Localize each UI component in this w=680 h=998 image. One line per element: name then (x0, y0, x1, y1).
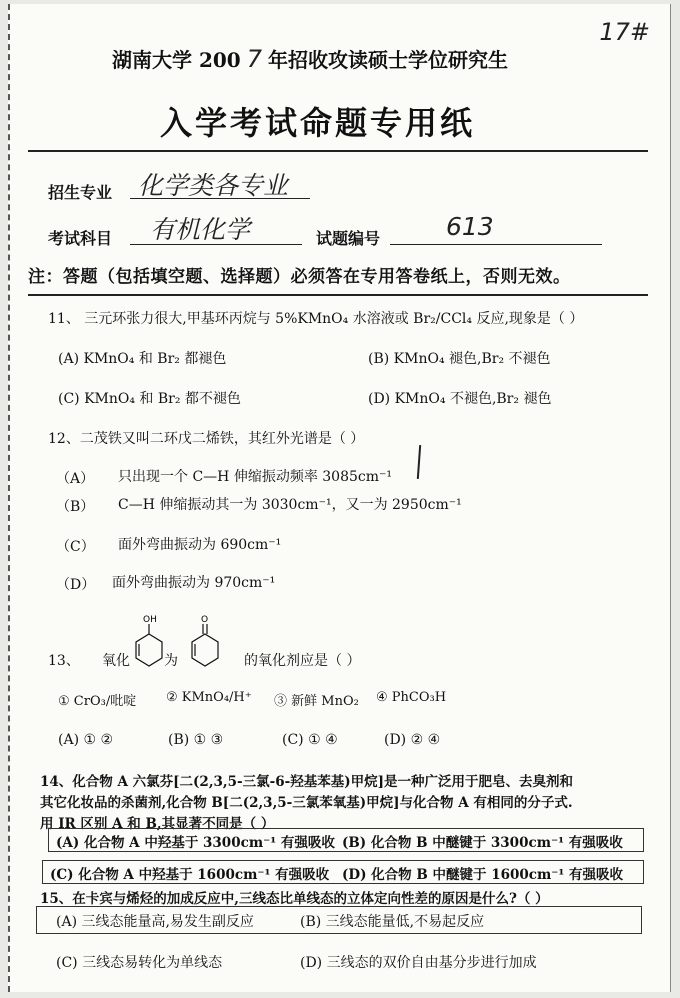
q11-option-a: (A) KMnO₄ 和 Br₂ 都褪色 (58, 351, 227, 367)
header-title (112, 44, 508, 73)
q12-option-b-label: （B） (56, 499, 95, 515)
q13-reagent-2: ② KMnO₄/H⁺ (166, 690, 252, 705)
header-subtitle: 入学考试命题专用纸 (160, 104, 476, 142)
note-divider (28, 294, 648, 296)
q15-stem: 15、在卡宾与烯烃的加成反应中,三线态比单线态的立体定向性差的原因是什么?（ ） (40, 891, 549, 907)
subject-label: 考试科目 (48, 229, 113, 248)
q13-reagent-1: ① CrO₃/吡啶 (58, 694, 137, 709)
q12-option-a-text: 只出现一个 C—H 伸缩振动频率 3085cm⁻¹ (118, 469, 393, 485)
q14-option-c: (C) 化合物 A 中羟基于 1600cm⁻¹ 有强吸收 (50, 867, 330, 883)
q14-stem-line3: 用 IR 区别 A 和 B,其显著不同是（ ） (40, 816, 275, 832)
handwritten-year-digit: 7 (246, 45, 262, 73)
corner-handwritten-mark: 17# (599, 18, 650, 46)
q12-option-c-text: 面外弯曲振动为 690cm⁻¹ (118, 537, 282, 553)
q11-option-c: (C) KMnO₄ 和 Br₂ 都不褪色 (58, 391, 241, 407)
subject-underline (130, 244, 302, 245)
header-title-part1: 湖南大学 200 (112, 48, 241, 72)
q12-stem: 12、二茂铁又叫二环戊二烯铁，其红外光谱是（ ） (48, 431, 365, 447)
q15-option-d: (D) 三线态的双价自由基分步进行加成 (300, 955, 537, 971)
q13-tail: 的氧化剂应是（ ） (244, 653, 361, 669)
q12-option-a-label: （A） (56, 471, 95, 487)
q13-number: 13、 (48, 653, 80, 669)
oh-label: OH (143, 615, 157, 625)
code-label: 试题编号 (316, 229, 381, 248)
q14-option-b: (B) 化合物 B 中醚键于 3300cm⁻¹ 有强吸收 (342, 835, 623, 851)
q14-option-a: (A) 化合物 A 中羟基于 3300cm⁻¹ 有强吸收 (56, 835, 335, 851)
q11-option-d: (D) KMnO₄ 不褪色,Br₂ 褪色 (368, 391, 552, 407)
cyclohexenone-structure (186, 612, 222, 670)
q11-option-b: (B) KMnO₄ 褪色,Br₂ 不褪色 (368, 351, 551, 367)
q14-stem-line1: 14、化合物 A 六氯芬[二(2,3,5-三氯-6-羟基苯基)甲烷]是一种广泛用于肥皂、去臭剂和 (40, 774, 573, 790)
q13-option-a: (A) ① ② (58, 732, 114, 748)
q13-reagent-4: ④ PhCO₃H (376, 690, 447, 705)
q12-option-c-label: （C） (56, 539, 95, 555)
code-underline (390, 244, 602, 245)
q15-option-b: (B) 三线态能量低,不易起反应 (300, 914, 485, 930)
q11-stem: 11、 三元环张力很大,甲基环丙烷与 5%KMnO₄ 水溶液或 Br₂/CCl₄ 反应,现象是（ ） (48, 311, 584, 327)
o-label: O (201, 615, 209, 625)
q13-reagent-3: ③ 新鲜 MnO₂ (274, 694, 359, 709)
q15-option-c: (C) 三线态易转化为单线态 (56, 955, 223, 971)
q12-option-d-text: 面外弯曲振动为 970cm⁻¹ (112, 575, 276, 591)
q13-to-word: 为 (164, 653, 178, 669)
q13-oxidize-word: 氧化 (102, 653, 130, 669)
q13-option-d: (D) ② ④ (384, 732, 441, 748)
q14-option-d: (D) 化合物 B 中醚键于 1600cm⁻¹ 有强吸收 (342, 867, 624, 883)
q12-option-d-label: （D） (56, 577, 96, 593)
q13-option-c: (C) ① ④ (282, 732, 338, 748)
q12-option-b-text: C—H 伸缩振动其一为 3030cm⁻¹，又一为 2950cm⁻¹ (118, 497, 462, 513)
major-value: 化学类各专业 (138, 171, 289, 200)
q14-stem-line2: 其它化妆品的杀菌剂,化合物 B[二(2,3,5-三氯苯氧基)甲烷]与化合物 A 有相同的分子式. (40, 795, 573, 811)
header-title-part2: 年招收攻读硕士学位研究生 (268, 48, 508, 72)
major-label: 招生专业 (48, 183, 113, 202)
header-divider (28, 150, 648, 152)
instruction-note: 注：答题（包括填空题、选择题）必须答在专用答卷纸上，否则无效。 (28, 267, 571, 287)
q13-option-b: (B) ① ③ (168, 732, 224, 748)
cyclohexenol-structure (130, 612, 166, 670)
major-underline (130, 198, 310, 199)
subject-value: 有机化学 (150, 215, 251, 244)
code-value: 613 (446, 212, 494, 241)
q15-option-a: (A) 三线态能量高,易发生副反应 (56, 914, 254, 930)
